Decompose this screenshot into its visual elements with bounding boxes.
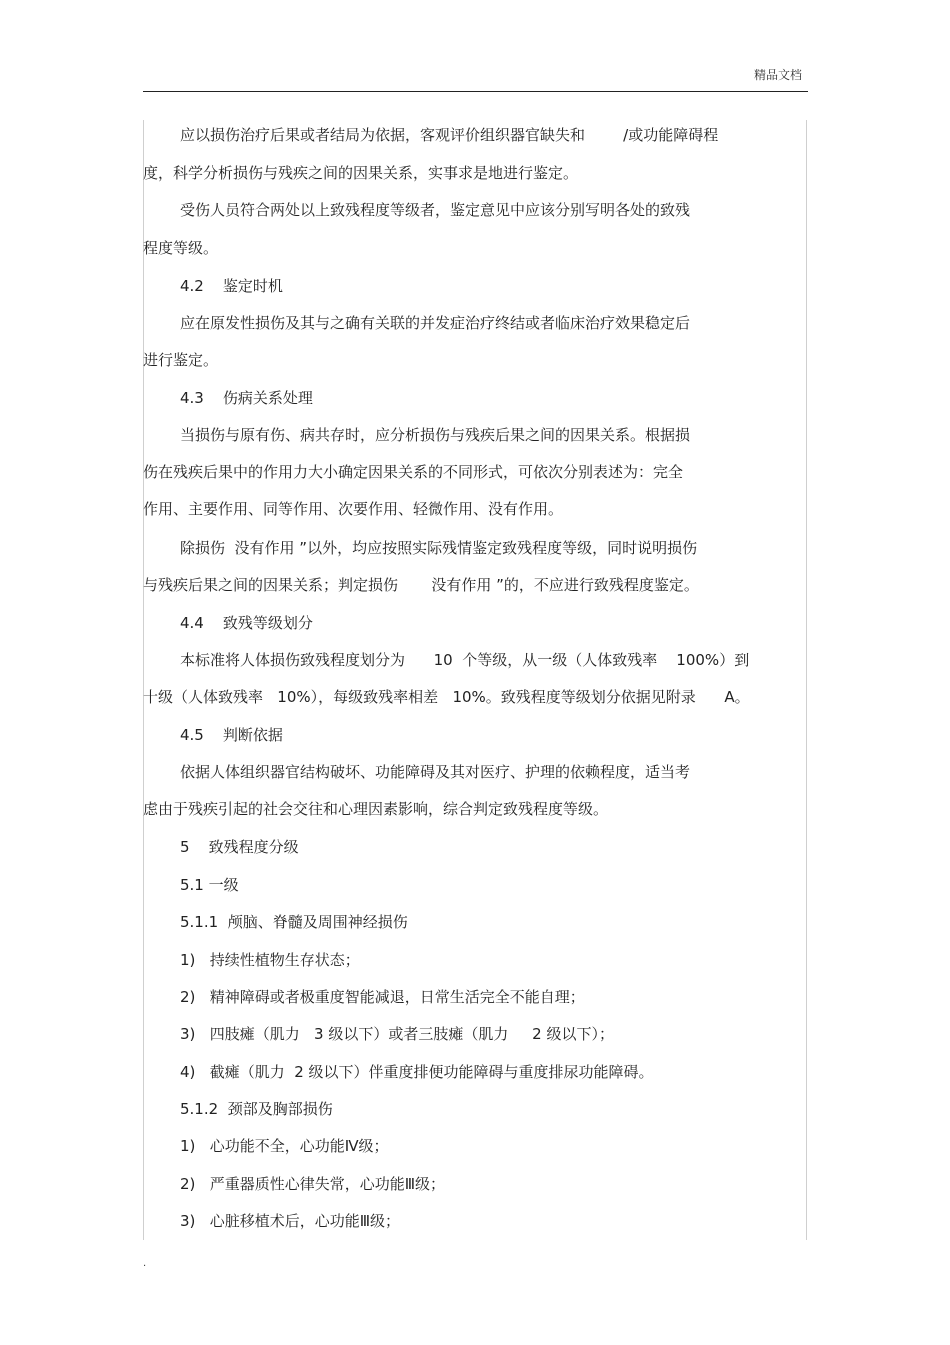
body-line: 度，科学分析损伤与残疾之间的因果关系，实事求是地进行鉴定。: [143, 164, 579, 182]
body-line: 程度等级。: [143, 239, 219, 257]
section-heading: 4.4 致残等级划分: [180, 614, 313, 632]
section-heading: 4.2 鉴定时机: [180, 277, 283, 295]
body-line: 十级（人体致残率 10%），每级致残率相差 10%。致残程度等级划分依据见附录 A。: [143, 688, 750, 706]
body-line: 当损伤与原有伤、病共存时，应分析损伤与残疾后果之间的因果关系。根据损: [180, 426, 691, 444]
body-line: 受伤人员符合两处以上致残程度等级者，鉴定意见中应该分别写明各处的致残: [180, 201, 691, 219]
page-frame-left-border: [143, 120, 144, 1240]
body-line: 作用、主要作用、同等作用、次要作用、轻微作用、没有作用。: [143, 500, 564, 518]
page-frame-right-border: [806, 120, 807, 1240]
section-heading: 4.5 判断依据: [180, 726, 283, 744]
list-item: 1) 持续性植物生存状态；: [180, 951, 360, 969]
body-line: 除损伤 没有作用 ”以外，均应按照实际残情鉴定致残程度等级，同时说明损伤: [180, 539, 698, 557]
list-item: 3) 四肢瘫（肌力 3 级以下）或者三肢瘫（肌力 2 级以下）；: [180, 1025, 614, 1043]
header-rule: [143, 91, 808, 92]
body-line: 应以损伤治疗后果或者结局为依据，客观评价组织器官缺失和 /或功能障碍程: [180, 126, 719, 144]
list-item: 1) 心功能不全，心功能Ⅳ级；: [180, 1137, 389, 1155]
body-line: 应在原发性损伤及其与之确有关联的并发症治疗终结或者临床治疗效果稳定后: [180, 314, 691, 332]
list-item: 2) 精神障碍或者极重度智能减退，日常生活完全不能自理；: [180, 988, 585, 1006]
body-line: 伤在残疾后果中的作用力大小确定因果关系的不同形式，可依次分别表述为：完全: [143, 463, 684, 481]
body-line: 本标准将人体损伤致残程度划分为 10 个等级，从一级（人体致残率 100%）到: [180, 651, 750, 669]
section-heading: 5.1.1 颅脑、脊髓及周围神经损伤: [180, 913, 408, 931]
header-label: 精品文档: [754, 68, 803, 82]
body-line: 与残疾后果之间的因果关系；判定损伤 没有作用 ”的，不应进行致残程度鉴定。: [143, 576, 699, 594]
section-heading: 5.1 一级: [180, 876, 239, 894]
list-item: 3) 心脏移植术后，心功能Ⅲ级；: [180, 1212, 401, 1230]
section-heading: 5 致残程度分级: [180, 838, 299, 856]
footer-mark: .: [143, 1258, 147, 1269]
list-item: 4) 截瘫（肌力 2 级以下）伴重度排便功能障碍与重度排尿功能障碍。: [180, 1063, 654, 1081]
body-line: 依据人体组织器官结构破坏、功能障碍及其对医疗、护理的依赖程度，适当考: [180, 763, 691, 781]
section-heading: 5.1.2 颈部及胸部损伤: [180, 1100, 333, 1118]
body-line: 进行鉴定。: [143, 351, 219, 369]
body-line: 虑由于残疾引起的社会交往和心理因素影响，综合判定致残程度等级。: [143, 800, 609, 818]
list-item: 2) 严重器质性心律失常，心功能Ⅲ级；: [180, 1175, 446, 1193]
section-heading: 4.3 伤病关系处理: [180, 389, 313, 407]
